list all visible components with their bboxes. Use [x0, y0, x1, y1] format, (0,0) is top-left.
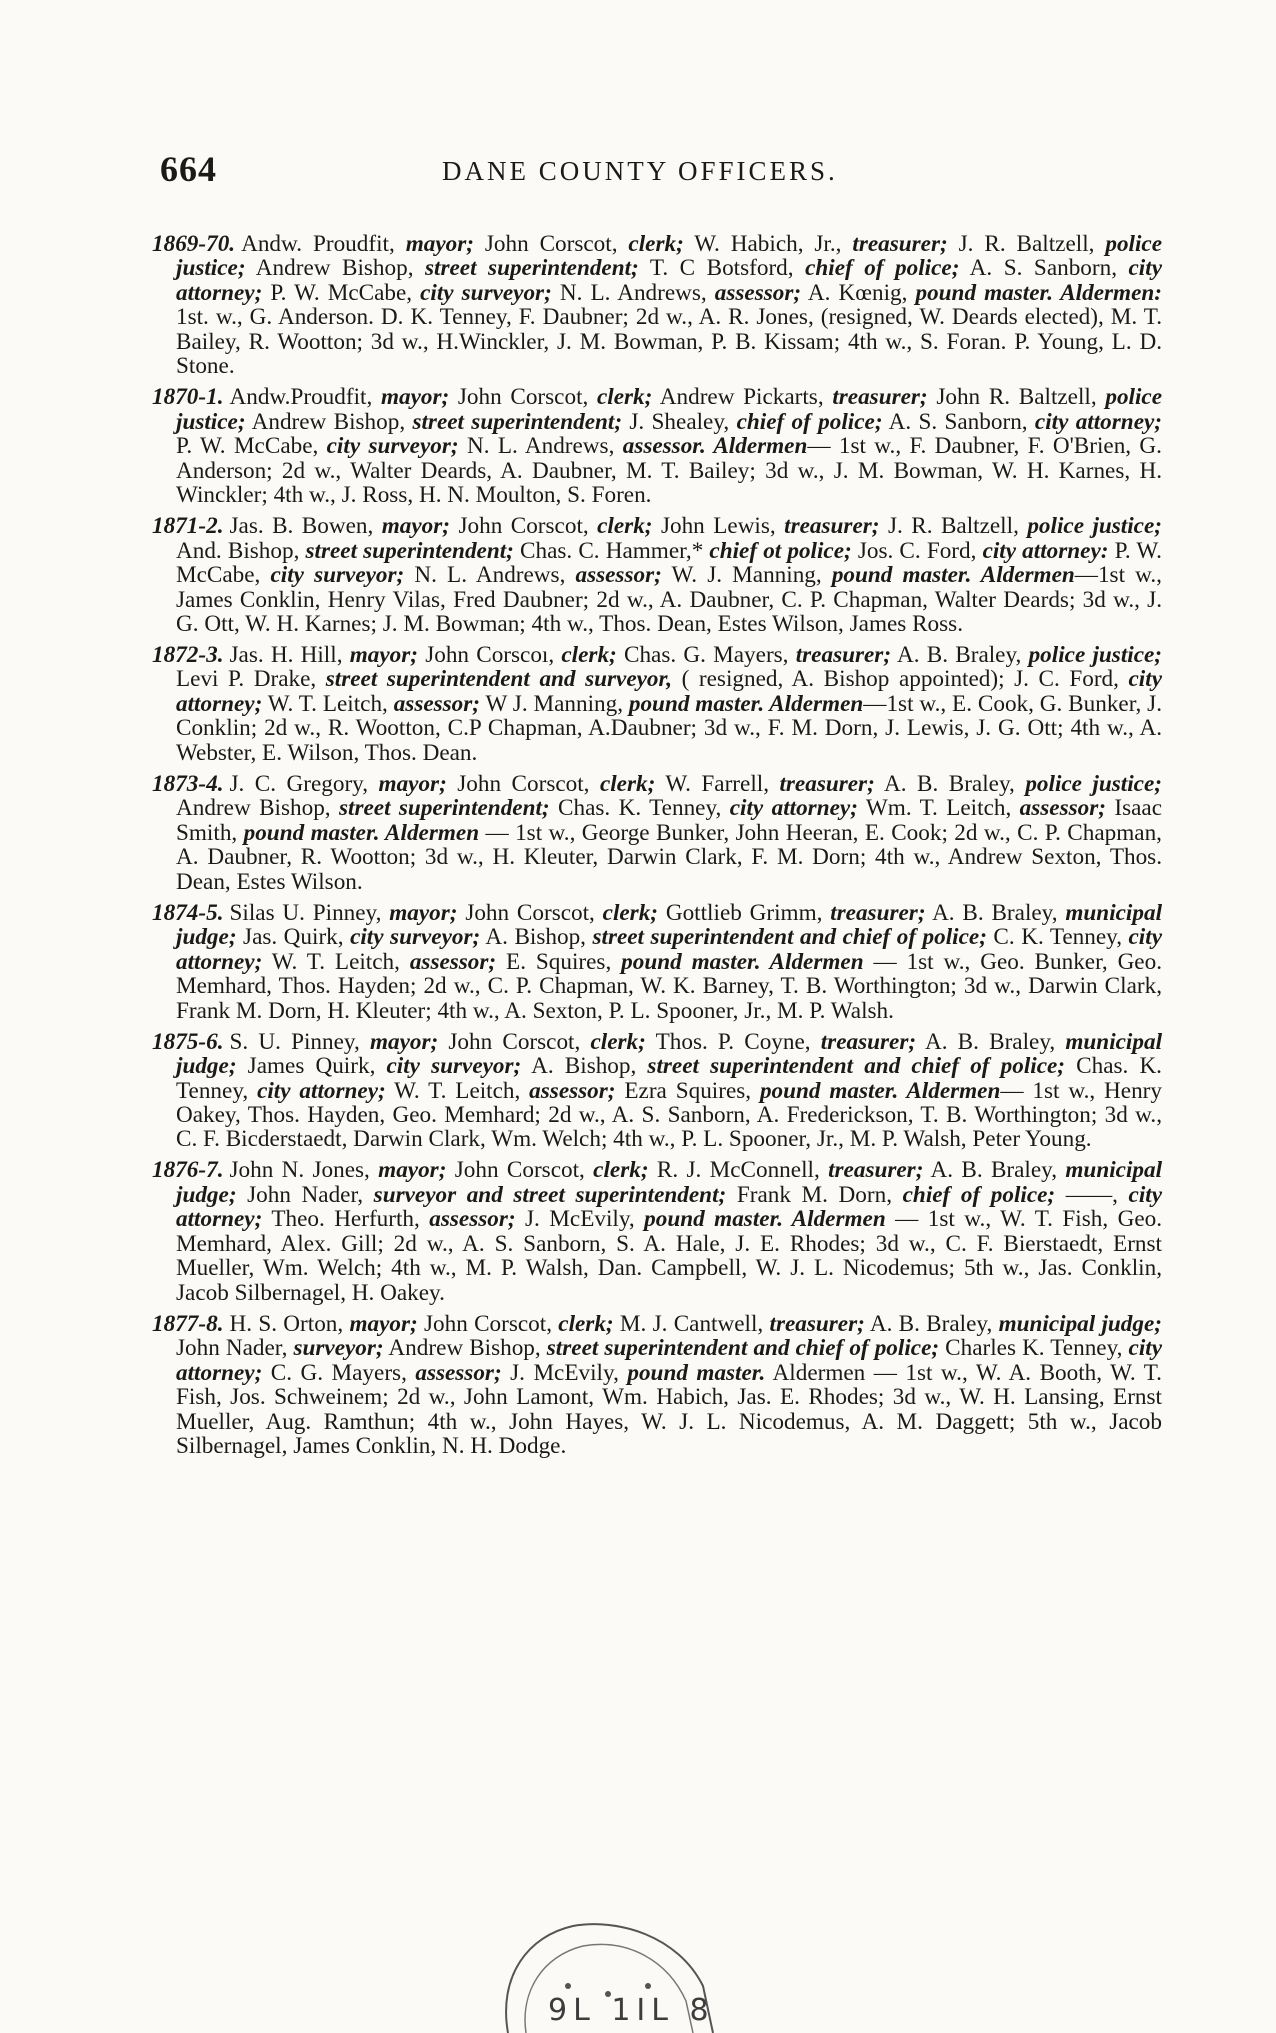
entry-year: 1869-70. — [152, 231, 236, 257]
entry-text: Silas U. Pinney, mayor; John Corscot, clerk; Gottlieb Grimm, treasurer; A. B. Braley, municipal judge; Jas. Quirk, city surveyor; A. Bishop, street superintendent and chief of police; C. K. Tenney, city attorney; W. T. Leitch, assessor; E. Squires, pound master. Aldermen — 1st w., Geo. Bunker, Geo. Memhard, Thos. Hayden; 2d w., C. P. Chapman, W. K. Barney, T. B. Worthington; 3d w., Darwin Clark, Frank M. Dorn, H. Kleuter; 4th w., A. Sexton, P. L. Spooner, Jr., M. P. Walsh. — [176, 899, 1163, 1024]
entry-text: S. U. Pinney, mayor; John Corscot, clerk; Thos. P. Coyne, treasurer; A. B. Braley, municipal judge; James Quirk, city surveyor; A. Bishop, street superintendent and chief of police; Chas. K. Tenney, city attorney; W. T. Leitch, assessor; Ezra Squires, pound master. Aldermen— 1st w., Henry Oakey, Thos. Hayden, Geo. Memhard; 2d w., A. S. Sanborn, A. Frederickson, T. B. Worthington; 3d w., C. F. Bicderstaedt, Darwin Clark, Wm. Welch; 4th w., P. L. Spooner, Jr., M. P. Walsh, Peter Young. — [176, 1028, 1163, 1153]
entry-year: 1877-8. — [152, 1310, 224, 1337]
officer-entry — [152, 901, 1162, 1023]
officer-entry — [152, 643, 1162, 765]
entry-year: 1875-6. — [152, 1028, 224, 1055]
running-title: DANE COUNTY OFFICERS. — [442, 156, 838, 186]
entry-text: Jas. B. Bowen, mayor; John Corscot, clerk; John Lewis, treasurer; J. R. Baltzell, police justice; And. Bishop, street superintendent; Chas. C. Hammer,* chief ot police; Jos. C. Ford, city attorney: P. W. McCabe, city surveyor; N. L. Andrews, assessor; W. J. Manning, pound master. Aldermen—1st w., James Conklin, Henry Vilas, Fred Daubner; 2d w., A. Daubner, C. P. Chapman, Walter Deards; 3d w., J. G. Ott, W. H. Karnes; J. M. Bowman; 4th w., Thos. Dean, Estes Wilson, James Ross. — [176, 513, 1162, 637]
entry-text: J. C. Gregory, mayor; John Corscot, clerk; W. Farrell, treasurer; A. B. Braley, police justice; Andrew Bishop, street superintendent; Chas. K. Tenney, city attorney; Wm. T. Leitch, assessor; Isaac Smith, pound master. Aldermen — 1st w., George Bunker, John Heeran, E. Cook; 2d w., C. P. Chapman, A. Daubner, R. Wootton; 3d w., H. Kleuter, Darwin Clark, F. M. Dorn; 4th w., Andrew Sexton, Thos. Dean, Estes Wilson. — [176, 770, 1163, 895]
officer-entries — [152, 232, 1162, 1465]
entry-year: 1873-4. — [152, 770, 224, 797]
entry-text: H. S. Orton, mayor; John Corscot, clerk; M. J. Cantwell, treasurer; A. B. Braley, municipal judge; John Nader, surveyor; Andrew Bishop, street superintendent and chief of police; Charles K. Tenney, city attorney; C. G. Mayers, assessor; J. McEvily, pound master. Aldermen — 1st w., W. A. Booth, W. T. Fish, Jos. Schweinem; 2d w., John Lamont, Wm. Habich, Jas. E. Rhodes; 3d w., W. H. Lansing, Ernst Mueller, Aug. Ramthun; 4th w., John Hayes, W. J. L. Nicodemus, A. M. Daggett; 5th w., Jacob Silbernagel, James Conklin, N. H. Dodge. — [176, 1310, 1163, 1460]
officer-entry — [152, 514, 1162, 636]
stamp-text: 9L 1IL 8 — [548, 1993, 715, 2028]
entry-year: 1870-1. — [152, 384, 224, 411]
page-header — [160, 148, 1160, 198]
entry-year: 1874-5. — [152, 899, 224, 926]
entry-text: Andw.Proudfit, mayor; John Corscot, clerk; Andrew Pickarts, treasurer; John R. Baltzell, police justice; Andrew Bishop, street superintendent; J. Shealey, chief of police; A. S. Sanborn, city attorney; P. W. McCabe, city surveyor; N. L. Andrews, assessor. Aldermen— 1st w., F. Daubner, F. O'Brien, G. Anderson; 2d w., Walter Deards, A. Daubner, M. T. Bailey; 3d w., J. M. Bowman, W. H. Karnes, H. Winckler; 4th w., J. Ross, H. N. Moulton, S. Foren. — [176, 384, 1162, 509]
officer-entry — [152, 1158, 1162, 1305]
entry-year: 1876-7. — [152, 1157, 224, 1184]
officer-entry — [152, 772, 1162, 894]
entry-text: John N. Jones, mayor; John Corscot, clerk; R. J. McConnell, treasurer; A. B. Braley, municipal judge; John Nader, surveyor and street superintendent; Frank M. Dorn, chief of police; ——, city attorney; Theo. Herfurth, assessor; J. McEvily, pound master. Aldermen — 1st w., W. T. Fish, Geo. Memhard, Alex. Gill; 2d w., A. S. Sanborn, S. A. Hale, J. E. Rhodes; 3d w., C. F. Bierstaedt, Ernst Mueller, Wm. Welch; 4th w., M. P. Walsh, Dan. Campbell, W. J. L. Nicodemus; 5th w., Jas. Conklin, Jacob Silbernagel, H. Oakey. — [176, 1157, 1163, 1306]
entry-text: Jas. H. Hill, mayor; John Corscoı, clerk; Chas. G. Mayers, treasurer; A. B. Braley, police justice; Levi P. Drake, street superintendent and surveyor, ( resigned, A. Bishop appointed); J. C. Ford, city attorney; W. T. Leitch, assessor; W J. Manning, pound master. Aldermen—1st w., E. Cook, G. Bunker, J. Conklin; 2d w., R. Wootton, C.P Chapman, A.Daubner; 3d w., F. M. Dorn, J. Lewis, J. G. Ott; 4th w., A. Webster, E. Wilson, Thos. Dean. — [176, 642, 1163, 766]
entry-text: Andw. Proudfit, mayor; John Corscot, clerk; W. Habich, Jr., treasurer; J. R. Baltzell, police justice; Andrew Bishop, street superintendent; T. C Botsford, chief of police; A. S. Sanborn, city attorney; P. W. McCabe, city surveyor; N. L. Andrews, assessor; A. Kœnig, pound master. Aldermen: 1st. w., G. Anderson. D. K. Tenney, F. Daubner; 2d w., A. R. Jones, (resigned, W. Deards elected), M. T. Bailey, R. Wootton; 3d w., H.Winckler, J. M. Bowman, P. B. Kissam; 4th w., S. Foran. P. Young, L. D. Stone. — [176, 231, 1162, 380]
officer-entry — [152, 232, 1162, 379]
page-number: 664 — [160, 149, 217, 189]
entry-year: 1871-2. — [152, 513, 224, 540]
officer-entry — [152, 1030, 1162, 1152]
officer-entry — [152, 1312, 1162, 1459]
officer-entry — [152, 385, 1162, 507]
entry-year: 1872-3. — [152, 642, 224, 669]
